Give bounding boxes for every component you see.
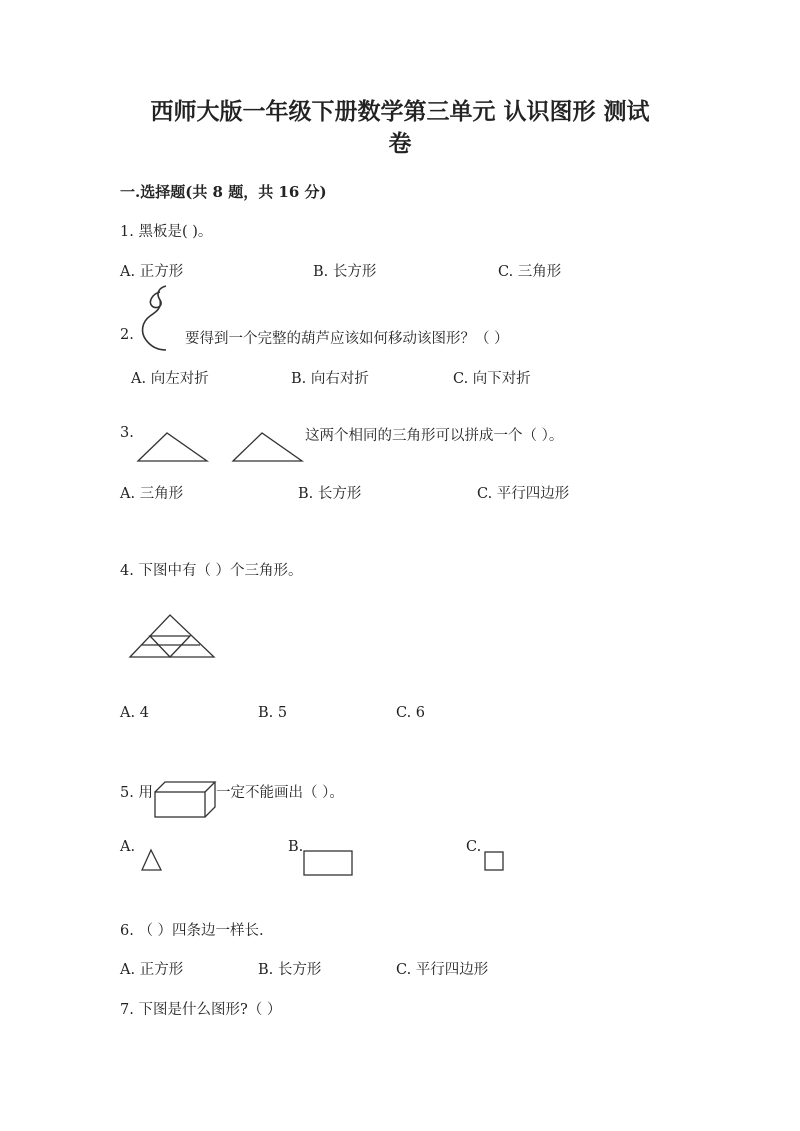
q4-option-a[interactable]: A. 4 (120, 705, 149, 721)
q2-option-c[interactable]: C. 向下对折 (453, 371, 531, 387)
page-title-line2: 卷 (388, 130, 412, 157)
q6-option-b[interactable]: B. 长方形 (258, 962, 322, 978)
q5-option-b[interactable]: B. (288, 839, 304, 855)
q1-option-b[interactable]: B. 长方形 (313, 264, 377, 280)
q5-option-c[interactable]: C. (466, 839, 482, 855)
triangle-count-figure (128, 612, 218, 662)
q3-option-a[interactable]: A. 三角形 (120, 486, 184, 502)
q3-option-b[interactable]: B. 长方形 (298, 486, 362, 502)
section-heading: 一.选择题(共 8 题，共 16 分) (120, 183, 327, 201)
question-1-stem: 1. 黑板是( )。 (120, 224, 213, 240)
q3-option-c[interactable]: C. 平行四边形 (477, 486, 570, 502)
question-5-stem: 一定不能画出（ ）。 (216, 785, 344, 801)
question-2-stem: 要得到一个完整的葫芦应该如何移动该图形？（ ） (185, 331, 509, 347)
page-title-line1: 西师大版一年级下册数学第三单元 认识图形 测试 (150, 98, 650, 125)
q4-option-b[interactable]: B. 5 (258, 705, 288, 721)
triangle-figure-2 (230, 430, 305, 465)
question-7-stem: 7. 下图是什么图形?（ ） (120, 1002, 282, 1018)
triangle-figure-1 (135, 430, 210, 465)
cuboid-figure (153, 780, 218, 820)
question-2-number: 2. (120, 327, 134, 343)
q2-option-a[interactable]: A. 向左对折 (131, 371, 209, 387)
q4-option-c[interactable]: C. 6 (396, 705, 426, 721)
q1-option-c[interactable]: C. 三角形 (498, 264, 562, 280)
q2-option-b[interactable]: B. 向右对折 (291, 371, 369, 387)
q6-option-a[interactable]: A. 正方形 (120, 962, 184, 978)
option-a-triangle-shape (140, 848, 165, 873)
question-6-stem: 6. （ ）四条边一样长. (120, 923, 264, 939)
question-4-stem: 4. 下图中有（ ）个三角形。 (120, 563, 303, 579)
question-5-number: 5. 用 (120, 785, 153, 801)
q5-option-a[interactable]: A. (120, 839, 136, 855)
option-b-rectangle-shape (303, 850, 355, 878)
q1-option-a[interactable]: A. 正方形 (120, 264, 184, 280)
q6-option-c[interactable]: C. 平行四边形 (396, 962, 489, 978)
gourd-half-figure (138, 284, 178, 354)
option-c-square-shape (484, 851, 506, 873)
question-3-number: 3. (120, 425, 134, 441)
question-3-stem: 这两个相同的三角形可以拼成一个（ ）。 (305, 428, 564, 444)
